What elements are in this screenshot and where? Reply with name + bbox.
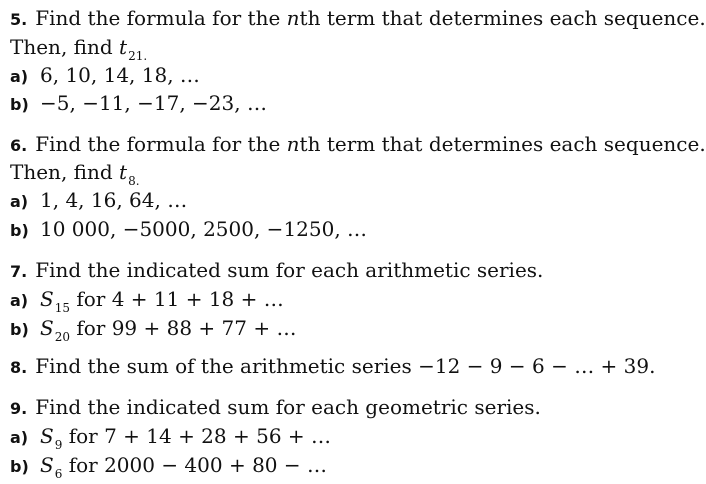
problem-number: 5. [10, 10, 28, 29]
problem-5-prompt [10, 6, 706, 32]
math-subscript: 15 [54, 301, 70, 315]
math-subscript: 20 [54, 330, 70, 344]
math-variable: S [40, 287, 54, 311]
problem-9-part-b [10, 453, 327, 480]
part-label: a) [10, 291, 29, 310]
prompt-text: Find the sum of the arithmetic series −12 − 9 − 6 − … + 39. [35, 354, 656, 378]
prompt-text: th term that determines each sequence. [299, 6, 706, 30]
problem-6-part-b [10, 217, 367, 243]
math-subscript: 6 [54, 467, 63, 481]
prompt-text: Then, find [10, 35, 120, 59]
math-subscript: 9 [54, 438, 63, 452]
part-label: a) [10, 67, 29, 86]
problem-7-part-b [10, 316, 296, 343]
problem-6-then [10, 160, 140, 187]
problem-5-part-b [10, 91, 267, 117]
problem-9-part-a [10, 424, 331, 451]
problem-7-part-a [10, 287, 284, 314]
problem-9-prompt [10, 395, 541, 421]
math-variable: n [286, 6, 300, 30]
prompt-text: Find the formula for the [35, 6, 287, 30]
part-label: b) [10, 457, 29, 476]
series-text: for 7 + 14 + 28 + 56 + … [62, 424, 332, 448]
problem-6-prompt [10, 132, 706, 158]
series-text: for 99 + 88 + 77 + … [69, 316, 297, 340]
part-label: b) [10, 221, 29, 240]
problem-number: 6. [10, 136, 28, 155]
series-text: for 4 + 11 + 18 + … [69, 287, 284, 311]
problem-7-prompt [10, 258, 543, 284]
part-label: a) [10, 428, 29, 447]
prompt-text: Find the indicated sum for each arithmetic series. [35, 258, 544, 282]
problem-5-then [10, 35, 147, 62]
prompt-text: th term that determines each sequence. [299, 132, 706, 156]
prompt-text: Find the indicated sum for each geometric series. [35, 395, 541, 419]
series-text: for 2000 − 400 + 80 − … [62, 453, 328, 477]
math-variable: S [40, 424, 54, 448]
sequence-text: 6, 10, 14, 18, … [40, 63, 200, 87]
math-variable: S [40, 316, 54, 340]
math-variable: t [119, 160, 128, 184]
prompt-text: Find the formula for the [35, 132, 287, 156]
problem-8-prompt [10, 354, 655, 380]
problem-6-part-a [10, 188, 187, 214]
part-label: b) [10, 320, 29, 339]
problem-number: 9. [10, 399, 28, 418]
part-label: a) [10, 192, 29, 211]
sequence-text: 1, 4, 16, 64, … [40, 188, 188, 212]
problem-number: 8. [10, 358, 28, 377]
part-label: b) [10, 95, 29, 114]
problem-5-part-a [10, 63, 200, 89]
problem-number: 7. [10, 262, 28, 281]
sequence-text: −5, −11, −17, −23, … [40, 91, 267, 115]
math-variable: n [286, 132, 300, 156]
math-subscript: 21. [128, 49, 148, 63]
math-variable: t [119, 35, 128, 59]
math-subscript: 8. [128, 174, 140, 188]
sequence-text: 10 000, −5000, 2500, −1250, … [40, 217, 368, 241]
math-variable: S [40, 453, 54, 477]
prompt-text: Then, find [10, 160, 120, 184]
